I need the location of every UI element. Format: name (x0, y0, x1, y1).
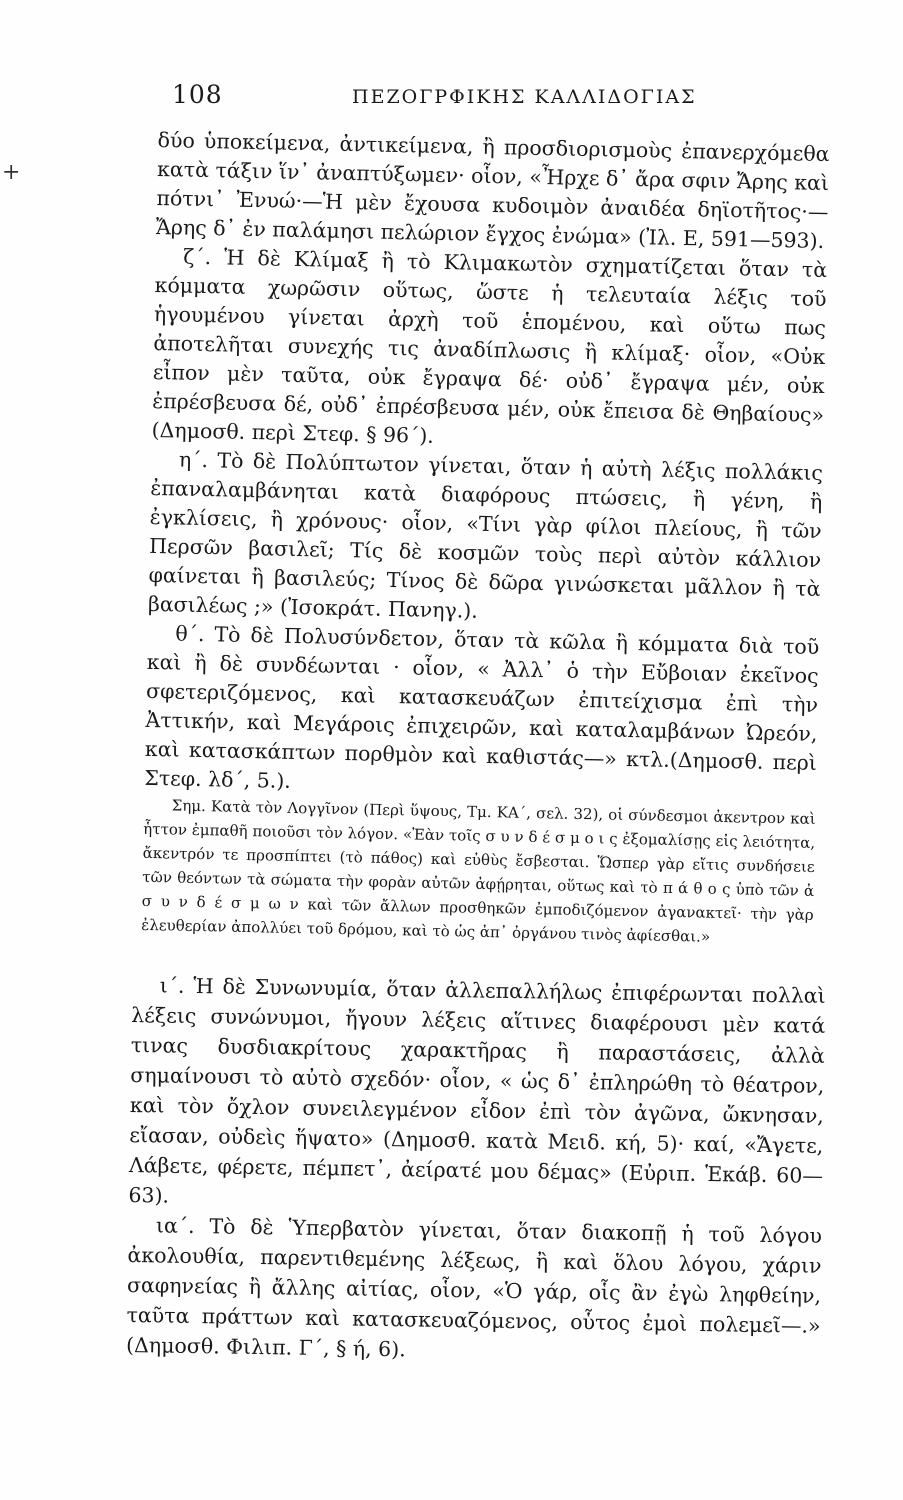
running-title: ΠΕΖΟΓΡΦΙΚΗΣ ΚΑΛΛΙΔΟΓΙΑΣ (352, 86, 697, 108)
margin-mark: + (2, 160, 21, 185)
paragraph-hyperbaton: ια΄. Τὸ δὲ Ὑπερβατὸν γίνεται, ὅταν διακοπῇ ἡ τοῦ λόγου ἀκολουθία, παρεντιθεμένης λέξεως, ἢ καὶ ὅλου λόγου, χάριν σαφηνείας ἢ ἄλλης αἰτίας, οἷον, «Ὁ γάρ, οἷς ἂν ἐγὼ ληφθείην, ταῦτα πράττων καὶ κατασκευαζόμενος, οὗτος ἐμοὶ πολεμεῖ—.» (Δημοσθ. Φιλιπ. Γ΄, § ή, 6). (125, 1213, 823, 1362)
footnote: Σημ. Κατὰ τὸν Λογγῖνον (Περὶ ὕψους, Τμ. ΚΑ΄, σελ. 32), οἱ σύνδεσμοι ἀκεντρον καὶ ἧττον ἐμπαθῆ ποιοῦσι τὸν λόγον. «Ἐὰν τοῖς σ υ ν δ έ σ μ ο ι ς ἐξομαλίσῃς εἰς λειότητα, ἄκεντρόν τε προσπίπτει (τὸ πάθος) καὶ εὐθὺς ἔσβεσται. Ὥσπερ γὰρ εἴτις συνδήσειε τῶν θεόντων τὰ σώματα τὴν φορὰν αὐτῶν ἀφῄρηται, οὕτως καὶ τὸ π ά θ ο ς ὑπὸ τῶν ἀ σ υ ν δ έ σ μ ω ν καὶ τῶν ἄλλων προσθηκῶν ἐμποδιζόμενον ἀγανακτεῖ· τὴν γὰρ ἐλευθερίαν ἀπολλύει τοῦ δρόμου, καὶ τὸ ὡς ἀπ᾽ ὀργάνου τινὸς ἀφίεσθαι.» (141, 796, 816, 946)
lower-text (126, 970, 826, 1371)
page-header (172, 80, 707, 120)
paragraph-polyptoton: η΄. Τὸ δὲ Πολύπτωτον γίνεται, ὅταν ἡ αὐτὴ λέξις πολλάκις ἐπαναλαμβάνηται κατὰ διαφόρους πτώσεις, ἢ γένη, ἢ ἐγκλίσεις, ἢ χρόνους· οἷον, «Τίνι γὰρ φίλοι πλείους, ἢ τῶν Περσῶν βασιλεῖ; Τίς δὲ κοσμῶν τοὺς περὶ αὐτὸν κάλλιον φαίνεται ἢ βασιλεύς; Τίνος δὲ δῶρα γινώσκεται μᾶλλον ἢ τὰ βασιλέως ;» (Ἰσοκράτ. Πανηγ.). (147, 447, 824, 623)
paragraph-polysyndeton: θ΄. Τὸ δὲ Πολυσύνδετον, ὅταν τὰ κῶλα ἢ κόμματα διὰ τοῦ καὶ ἢ δὲ συνδέωνται · οἷον, « Ἀλλ᾽ ὁ τὴν Εὔβοιαν ἐκεῖνος σφετεριζόμενος, καὶ κατασκευάζων ἐπιτείχισμα ἐπὶ τὴν Ἀττικήν, καὶ Μεγάροις ἐπιχειρῶν, καὶ καταλαμβάνων Ὠρεόν, καὶ κατασκάπτων πορθμὸν καὶ καθιστάς—» κτλ.(Δημοσθ. περὶ Στεφ. λδ΄, 5.). (144, 621, 820, 793)
main-text (141, 126, 830, 951)
paragraph-synonymia: ι΄. Ἡ δὲ Συνωνυμία, ὅταν ἀλλεπαλλήλως ἐπιφέρωνται πολλαὶ λέξεις συνώνυμοι, ἤγουν λέξεις αἵτινες διαφέρουσι μὲν κατά τινας δυσδιακρίτους χαρακτῆρας ἢ παραστάσεις, ἀλλὰ σημαίνουσι τὸ αὐτὸ σχεδόν· οἷον, « ὡς δ᾽ ἐπληρώθη τὸ θέατρον, καὶ τὸν ὄχλον συνειλεγμένον εἶδον ἐπὶ τὸν ἀγῶνα, ὤκνησαν, εἴασαν, οὐδεὶς ἥψατο» (Δημοσθ. κατὰ Μειδ. κή, 5)· καί, «Ἄγετε, Λάβετε, φέρετε, πέμπετ᾽, ἀείρατέ μου δέμας» (Εὐριπ. Ἑκάβ. 60—63). (128, 973, 826, 1208)
page-number: 108 (172, 80, 223, 109)
paragraph-klimax: ζ΄. Ἡ δὲ Κλίμαξ ἢ τὸ Κλιμακωτὸν σχηματίζεται ὅταν τὰ κόμματα χωρῶσιν οὕτως, ὥστε ἡ τελευταία λέξις τοῦ ἡγουμένου γίνεται ἀρχὴ τοῦ ἑπομένου, καὶ οὕτω πως ἀποτελῆται συνεχής τις ἀναδίπλωσις ἢ κλίμαξ· οἷον, «Οὐκ εἶπον μὲν ταῦτα, οὐκ ἔγραψα δέ· οὐδ᾽ ἔγραψα μέν, οὐκ ἐπρέσβευσα δέ, οὐδ᾽ ἐπρέσβευσα μέν, οὐκ ἔπεισα δὲ Θηβαίους» (Δημοσθ. περὶ Στεφ. § 96΄). (151, 244, 828, 448)
paragraph-continuation: δύο ὑποκείμενα, ἀντικείμενα, ἢ προσδιορισμοὺς ἐπανερχόμεθα κατὰ τάξιν ἵν᾽ ἀναπτύξωμεν· οἷον, «Ἦρχε δ᾽ ἄρα σφιν Ἄρης καὶ πότνι᾽ Ἐνυώ·—Ἡ μὲν ἔχουσα κυδοιμὸν ἀναιδέα δηϊοτῆτος·—Ἄρης δ᾽ ἐν παλάμησι πελώριον ἔγχος ἐνώμα» (Ἰλ. Ε, 591—593). (155, 127, 830, 253)
